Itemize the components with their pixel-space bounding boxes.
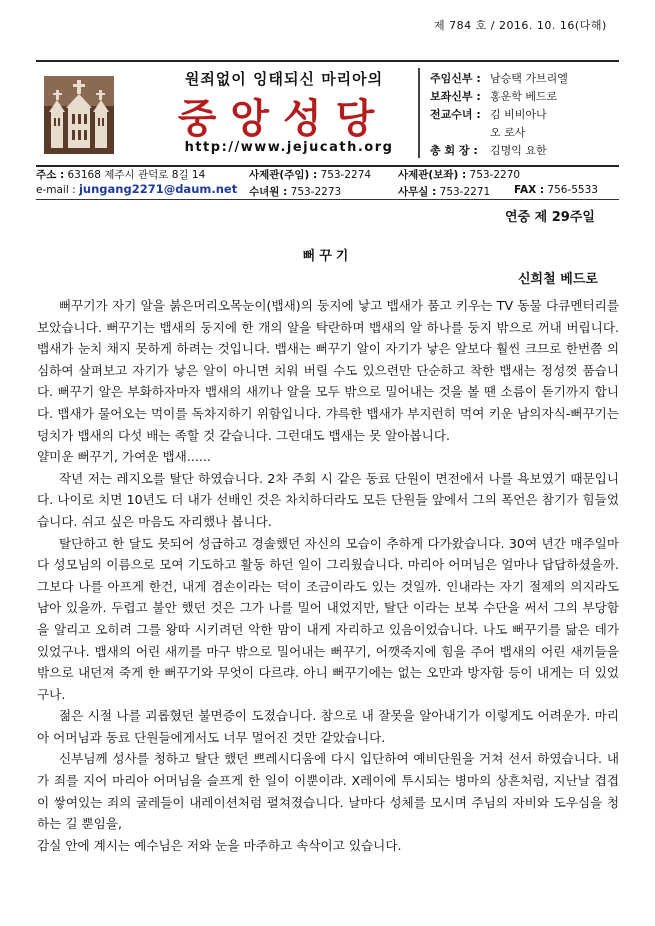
staff-row: 보좌신부 : 홍운학 베드로	[430, 90, 558, 103]
fax-number: FAX : 756-5533	[514, 184, 598, 196]
header-divider	[418, 68, 420, 158]
contact-divider	[36, 199, 619, 200]
website-link[interactable]: http://www.jejucath.org	[184, 140, 394, 155]
paragraph: 젊은 시절 나를 괴롭혔던 불면증이 도졌습니다. 참으로 내 잘못을 알아내기가 이렇게도 어려운가. 마리아 어머님과 동료 단원들에게서도 너무 멀어진 것만 같았습니다.	[37, 708, 619, 745]
address: 주소 : 63168 제주시 관덕로 8길 14	[36, 169, 206, 181]
staff-row: 총 회 장 : 김명익 요한	[430, 144, 547, 157]
paragraph: 얄미운 뻐꾸기, 가여운 뱁새......	[37, 449, 211, 465]
liturgical-week: 연중 제 29주일	[505, 210, 595, 225]
parish-subtitle: 원죄없이 잉태되신 마리아의	[184, 70, 384, 88]
email-link[interactable]: jungang2271@daum.net	[78, 182, 238, 196]
staff-row: 전교수녀 : 김 비비아나	[430, 108, 547, 121]
rectory2-phone: 사제관(보좌) : 753-2270	[398, 169, 521, 181]
office-phone: 사무실 : 753-2271	[398, 186, 491, 198]
article-body	[37, 295, 619, 856]
convent-phone: 수녀원 : 753-2273	[249, 186, 342, 198]
paragraph: 신부님께 성사를 청하고 탈단 했던 쁘레시디움에 다시 입단하여 예비단원을 거쳐 선서 하였습니다. 내가 죄를 지어 마리아 어머님을 슬프게 한 일이 이뿐이랴. X레이에 투시되는 병마의 상흔처럼, 지난날 겹겹이 쌓여있는 죄의 굴레들이 내레이션처럼 펼쳐졌습니다. 날마다 성체를 모시며 주님의 자비와 도우심을 청하는 길 뿐임을,	[37, 751, 619, 832]
issue-number: 제 784 호 / 2016. 10. 16(다해)	[434, 19, 607, 32]
rectory-phone: 사제관(주임) : 753-2274	[249, 169, 372, 181]
staff-row: 오 로사	[490, 126, 526, 139]
paragraph: 탈단하고 한 달도 못되어 성급하고 경솔했던 자신의 모습이 추하게 다가왔습니다. 30여 년간 매주일마다 성모님의 이름으로 모여 기도하고 활동 하던 일이 그리웠습니다. 마리아 어머님은 얼마나 답답하셨을까. 그보다 나를 아프게 한건, 내게 겸손이라는 덕이 조금이라도 있는 것일까. 인내라는 자기 절제의 의지라도 남아 있을까. 두렵고 불안 했던 것은 그가 나를 밀어 내었지만, 탈단 이라는 보복 수단을 써서 그의 부당함을 알리고 오히려 그를 왕따 시키려던 악한 맘이 내게 자리하고 있음이었습니다. 나도 뻐꾸기를 닮은 데가 있었구나. 뱁새의 어린 새끼를 마구 밖으로 밀어내는 뻐꾸기, 어깻죽지에 힘을 주어 뱁새의 어린 새끼들을 밖으로 내던져 죽게 한 뻐꾸기와 무엇이 다르랴. 아니 뻐꾸기에는 없는 오만과 방자함 등이 내게는 더 있었구나.	[37, 535, 619, 702]
staff-row: 주임신부 : 남승택 가브리엘	[430, 72, 568, 85]
paragraph: 뻐꾸기가 자기 알을 붉은머리오목눈이(뱁새)의 둥지에 낳고 뱁새가 품고 키우는 TV 동물 다큐멘터리를 보았습니다. 뻐꾸기는 뱁새의 둥지에 한 개의 알을 탁란하며 뱁새의 알 하나를 둥지 밖으로 꺼내 버립니다. 뱁새가 눈치 채지 못하게 하려는 것입니다. 뱁새는 뻐꾸기 알이 자기가 낳은 알보다 훨씬 크므로 한번쯤 의심하여 살펴보고 자기가 낳은 알이 아니면 치워 버릴 수도 있으련만 단순하고 착한 뱁새는 정성껏 품습니다. 뻐꾸기 알은 부화하자마자 뱁새의 새끼나 알을 모두 밖으로 밀어내는 것을 볼 땐 소름이 돋기까지 합니다. 뱁새가 물어오는 먹이를 독차지하기 위함입니다. 갸륵한 뱁새가 부지런히 먹여 키운 남의자식-뻐꾸기는 덩치가 뱁새의 다섯 배는 족할 것 같습니다. 그런대도 뱁새는 못 알아봅니다.	[37, 298, 619, 443]
staff-list	[430, 70, 568, 160]
newsletter-header	[36, 60, 619, 167]
paragraph: 감실 안에 계시는 예수님은 저와 눈을 마주하고 속삭이고 있습니다.	[37, 837, 402, 853]
article-title: 뻐꾸기	[302, 249, 353, 264]
paragraph: 작년 저는 레지오를 탈단 하였습니다. 2차 주회 시 같은 동료 단원이 면전에서 나를 욕보였기 때문입니다. 나이로 치면 10년도 더 내가 선배인 것은 차치하더라도 모든 단원들 앞에서 그의 폭언은 참기가 힘들었습니다. 쉬고 싶은 마음도 자리했나 봅니다.	[37, 470, 619, 529]
article-author: 신희철 베드로	[518, 272, 598, 287]
email-row: e-mail : jungang2271@daum.net	[36, 182, 238, 196]
parish-title: 중앙성당	[177, 95, 389, 142]
church-logo-icon	[44, 76, 114, 154]
